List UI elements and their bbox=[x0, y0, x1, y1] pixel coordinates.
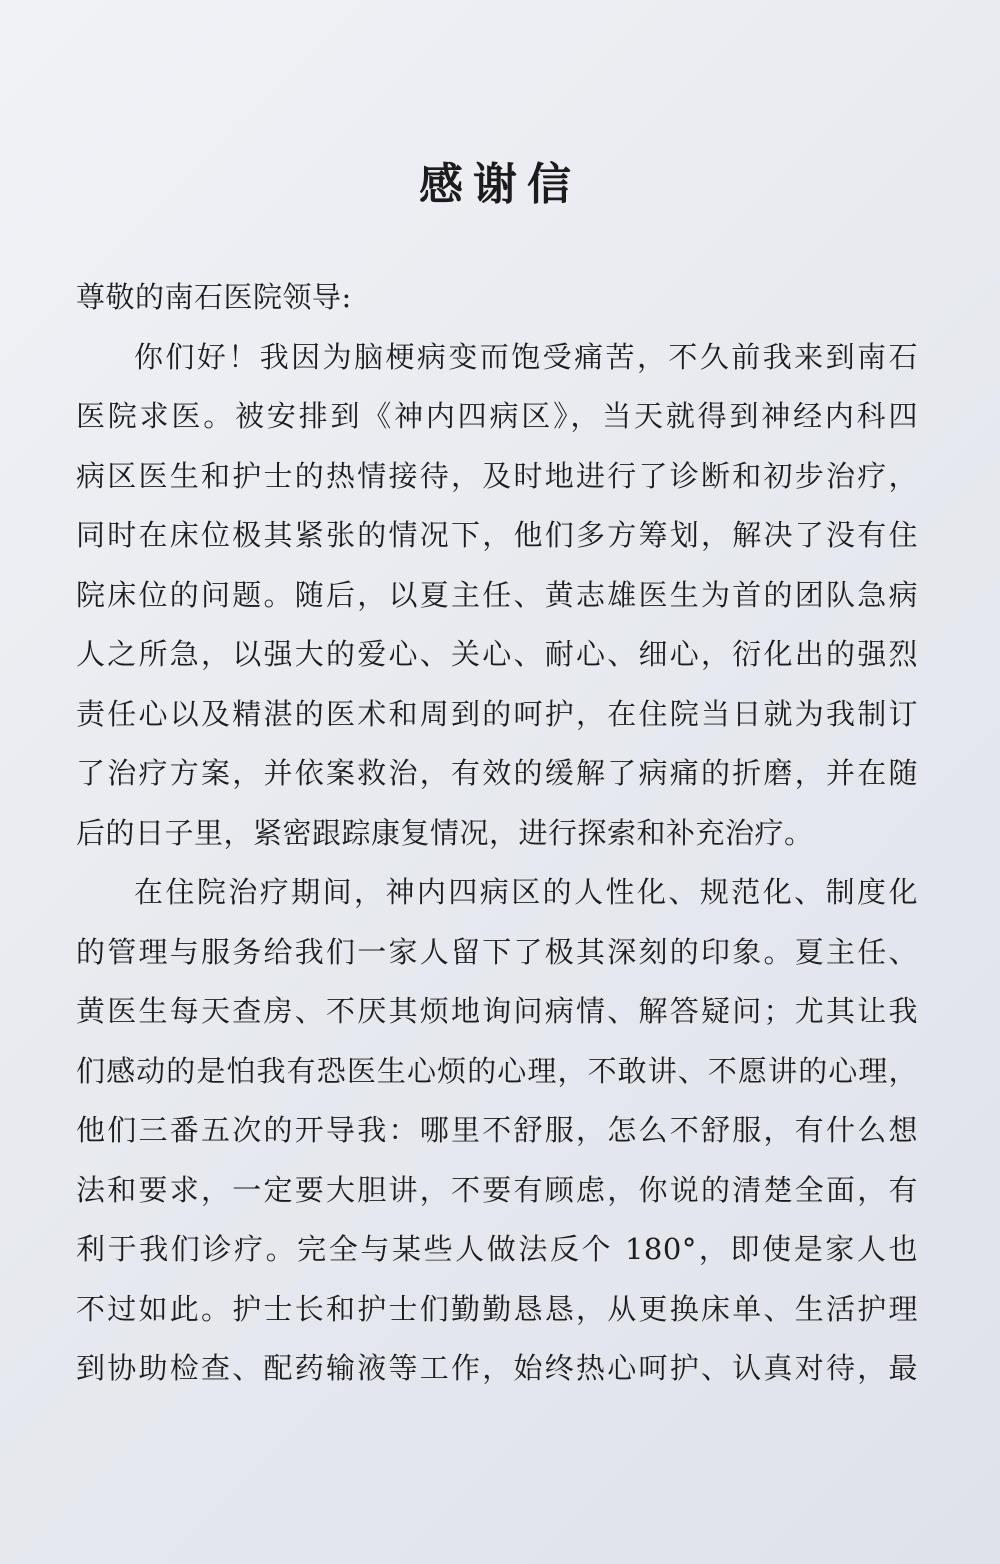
paragraph-line: 责任心以及精湛的医术和周到的呵护，在住院当日就为我制订 bbox=[76, 696, 918, 731]
paragraph-line: 在住院治疗期间，神内四病区的人性化、规范化、制度化 bbox=[134, 875, 918, 909]
paragraph-line: 不过如此。护士长和护士们勤勤恳恳，从更换床单、生活护理 bbox=[76, 1291, 918, 1326]
paragraph-line: 利于我们诊疗。完全与某些人做法反个 180°，即使是家人也 bbox=[76, 1232, 918, 1266]
paragraph-1 bbox=[76, 328, 918, 864]
paragraph-line: 医院求医。被安排到《神内四病区》，当天就得到神经内科四 bbox=[76, 399, 918, 433]
salutation: 尊敬的南石医院领导: bbox=[76, 280, 352, 314]
paragraph-line: 后的日子里，紧密跟踪康复情况，进行探索和补充治疗。 bbox=[76, 815, 814, 850]
paragraph-line: 同时在床位极其紧张的情况下，他们多方筹划，解决了没有住 bbox=[76, 518, 918, 552]
paragraph-line: 他们三番五次的开导我：哪里不舒服，怎么不舒服，有什么想 bbox=[76, 1113, 918, 1147]
paragraph-line: 们感动的是怕我有恐医生心烦的心理，不敢讲、不愿讲的心理， bbox=[76, 1053, 918, 1088]
paragraph-line: 你们好！我因为脑梗病变而饱受痛苦，不久前我来到南石 bbox=[134, 339, 918, 374]
paragraph-line: 院床位的问题。随后，以夏主任、黄志雄医生为首的团队急病 bbox=[76, 577, 918, 612]
paragraph-2 bbox=[76, 863, 918, 1399]
paragraph-line: 黄医生每天查房、不厌其烦地询问病情、解答疑问；尤其让我 bbox=[76, 994, 918, 1028]
paragraph-line: 法和要求，一定要大胆讲，不要有顾虑，你说的清楚全面，有 bbox=[76, 1172, 918, 1207]
paragraph-line: 到协助检查、配药输液等工作，始终热心呵护、认真对待，最 bbox=[76, 1351, 918, 1385]
letter-title: 感谢信 bbox=[419, 159, 581, 210]
paragraph-line: 的管理与服务给我们一家人留下了极其深刻的印象。夏主任、 bbox=[76, 934, 918, 969]
letter-body bbox=[76, 268, 918, 1399]
paragraph-line: 人之所急，以强大的爱心、关心、耐心、细心，衍化出的强烈 bbox=[76, 637, 918, 671]
paragraph-line: 病区医生和护士的热情接待，及时地进行了诊断和初步治疗， bbox=[76, 458, 918, 493]
paragraph-line: 了治疗方案，并依案救治，有效的缓解了病痛的折磨，并在随 bbox=[76, 756, 918, 790]
